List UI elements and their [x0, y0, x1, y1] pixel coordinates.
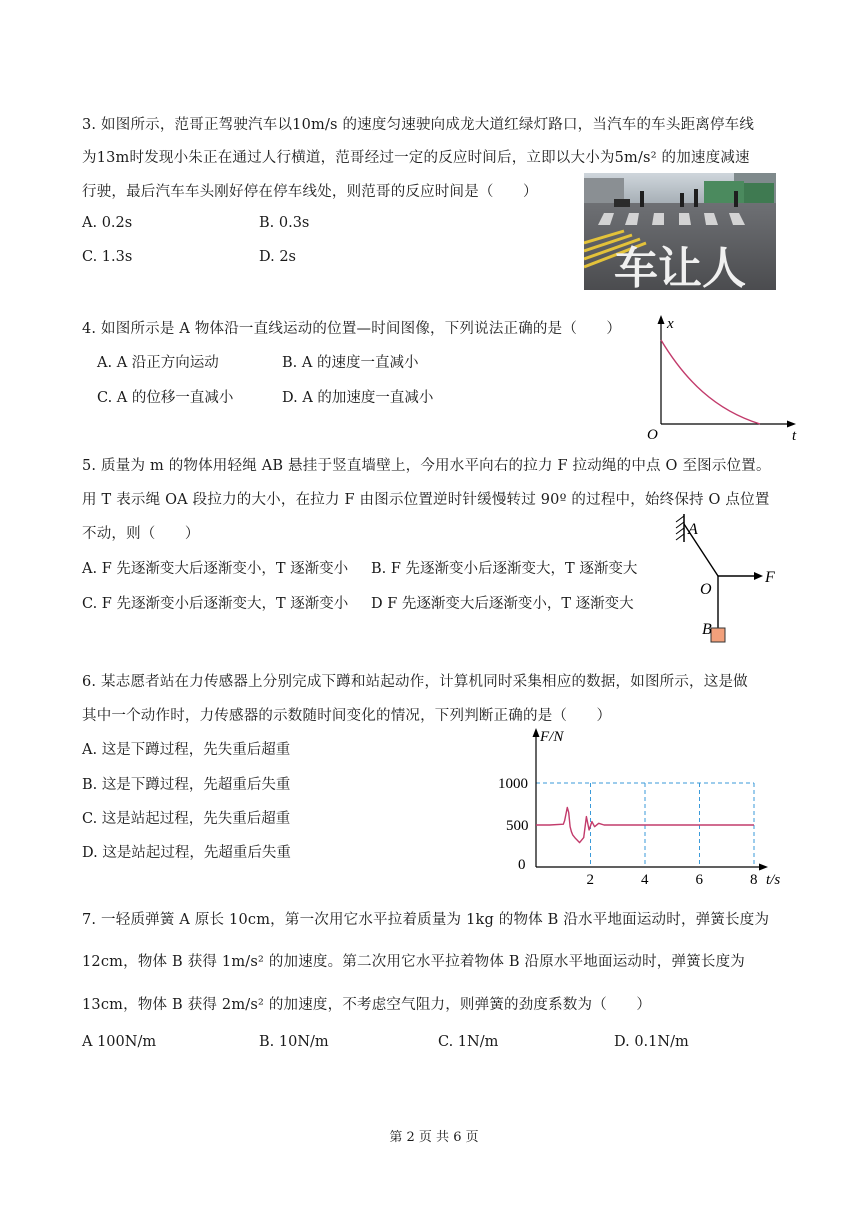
q4-x-label: t: [792, 428, 797, 444]
crosswalk-photo: [584, 173, 776, 290]
q3-line-1: 3. 如图所示，范哥正驾驶汽车以10m/s 的速度匀速驶向成龙大道红绿灯路口，当汽车的车头距离停车线: [82, 117, 755, 133]
q4-option-d: D. A 的加速度一直减小: [282, 390, 434, 406]
q7-line-2: 12cm，物体 B 获得 1m/s² 的加速度。第二次用它水平拉着物体 B 沿原水平地面运动时，弹簧长度为: [82, 954, 745, 970]
q5-label-a: A: [688, 521, 698, 538]
q4-option-c: C. A 的位移一直减小: [97, 390, 234, 406]
q3-line-3: 行驶，最后汽车车头刚好停在停车线处，则范哥的反应时间是（ ）: [82, 184, 538, 200]
q7-option-d: D. 0.1N/m: [614, 1034, 689, 1050]
q4-option-a: A. A 沿正方向运动: [97, 355, 219, 371]
q7-line-1: 7. 一轻质弹簧 A 原长 10cm，第一次用它水平拉着质量为 1kg 的物体 B 沿水平地面运动时，弹簧长度为: [82, 912, 770, 928]
q4-curve: [661, 340, 760, 424]
q5-option-b: B. F 先逐渐变小后逐渐变大，T 逐渐变大: [371, 561, 638, 577]
q6-option-d: D. 这是站起过程，先超重后失重: [82, 845, 291, 861]
q5-label-o: O: [700, 581, 712, 598]
q5-block: [711, 628, 725, 642]
q3-option-a: A. 0.2s: [82, 215, 133, 231]
q7-line-3: 13cm，物体 B 获得 2m/s² 的加速度，不考虑空气阻力，则弹簧的劲度系数为（ ）: [82, 997, 652, 1013]
q4-y-label: x: [667, 316, 674, 332]
q6-line-2: 其中一个动作时，力传感器的示数随时间变化的情况，下列判断正确的是（ ）: [82, 708, 612, 724]
y-axis-arrow: [533, 728, 540, 737]
x-tick-label: 8: [750, 872, 758, 888]
q4-position-time-graph: [640, 312, 810, 444]
q3-option-c: C. 1.3s: [82, 249, 133, 265]
q3-option-b: B. 0.3s: [259, 215, 310, 231]
q4-option-b: B. A 的速度一直减小: [282, 355, 419, 371]
q4-origin-label: O: [647, 427, 658, 443]
road-marking-text: 车让人: [614, 244, 746, 290]
x-tick-label: 0: [518, 857, 526, 873]
x-tick-label: 2: [586, 872, 594, 888]
page-footer: 第 2 页 共 6 页: [389, 1130, 479, 1145]
q5-line-3: 不动，则（ ）: [82, 526, 200, 542]
q5-line-1: 5. 质量为 m 的物体用轻绳 AB 悬挂于竖直墙壁上，今用水平向右的拉力 F 拉动绳的中点 O 至图示位置。: [82, 458, 771, 474]
q7-option-a: A 100N/m: [82, 1034, 157, 1050]
q7-option-b: B. 10N/m: [259, 1034, 329, 1050]
force-time-chart: [490, 722, 790, 892]
q7-option-c: C. 1N/m: [438, 1034, 499, 1050]
q3-option-d: D. 2s: [259, 249, 296, 265]
q6-option-a: A. 这是下蹲过程，先失重后超重: [82, 742, 291, 758]
q5-label-f: F: [765, 569, 775, 586]
q5-rope-figure: [666, 512, 786, 652]
q3-line-2: 为13m时发现小朱正在通过人行横道，范哥经过一定的反应时间后，立即以大小为5m/s² 的加速度减速: [82, 150, 750, 166]
x-axis-arrow: [759, 864, 768, 871]
y-tick-label: 1000: [498, 776, 528, 792]
y-axis-label: F/N: [540, 729, 564, 745]
q5-option-d: D F 先逐渐变大后逐渐变小，T 逐渐变大: [371, 596, 634, 612]
x-tick-label: 6: [695, 872, 703, 888]
x-axis-label: t/s: [766, 872, 781, 888]
q6-option-c: C. 这是站起过程，先失重后超重: [82, 811, 291, 827]
y-tick-label: 500: [506, 818, 529, 834]
q4-stem: 4. 如图所示是 A 物体沿一直线运动的位置—时间图像，下列说法正确的是（ ）: [82, 321, 622, 337]
q5-label-b: B: [702, 621, 712, 638]
q6-option-b: B. 这是下蹲过程，先超重后失重: [82, 777, 291, 793]
x-tick-label: 4: [641, 872, 649, 888]
q5-line-2: 用 T 表示绳 OA 段拉力的大小，在拉力 F 由图示位置逆时针缓慢转过 90º 的过程中，始终保持 O 点位置: [82, 492, 770, 508]
q5-option-a: A. F 先逐渐变大后逐渐变小，T 逐渐变小: [82, 561, 349, 577]
q5-option-c: C. F 先逐渐变小后逐渐变大，T 逐渐变小: [82, 596, 349, 612]
q6-line-1: 6. 某志愿者站在力传感器上分别完成下蹲和站起动作，计算机同时采集相应的数据，如图所示，这是做: [82, 674, 748, 690]
